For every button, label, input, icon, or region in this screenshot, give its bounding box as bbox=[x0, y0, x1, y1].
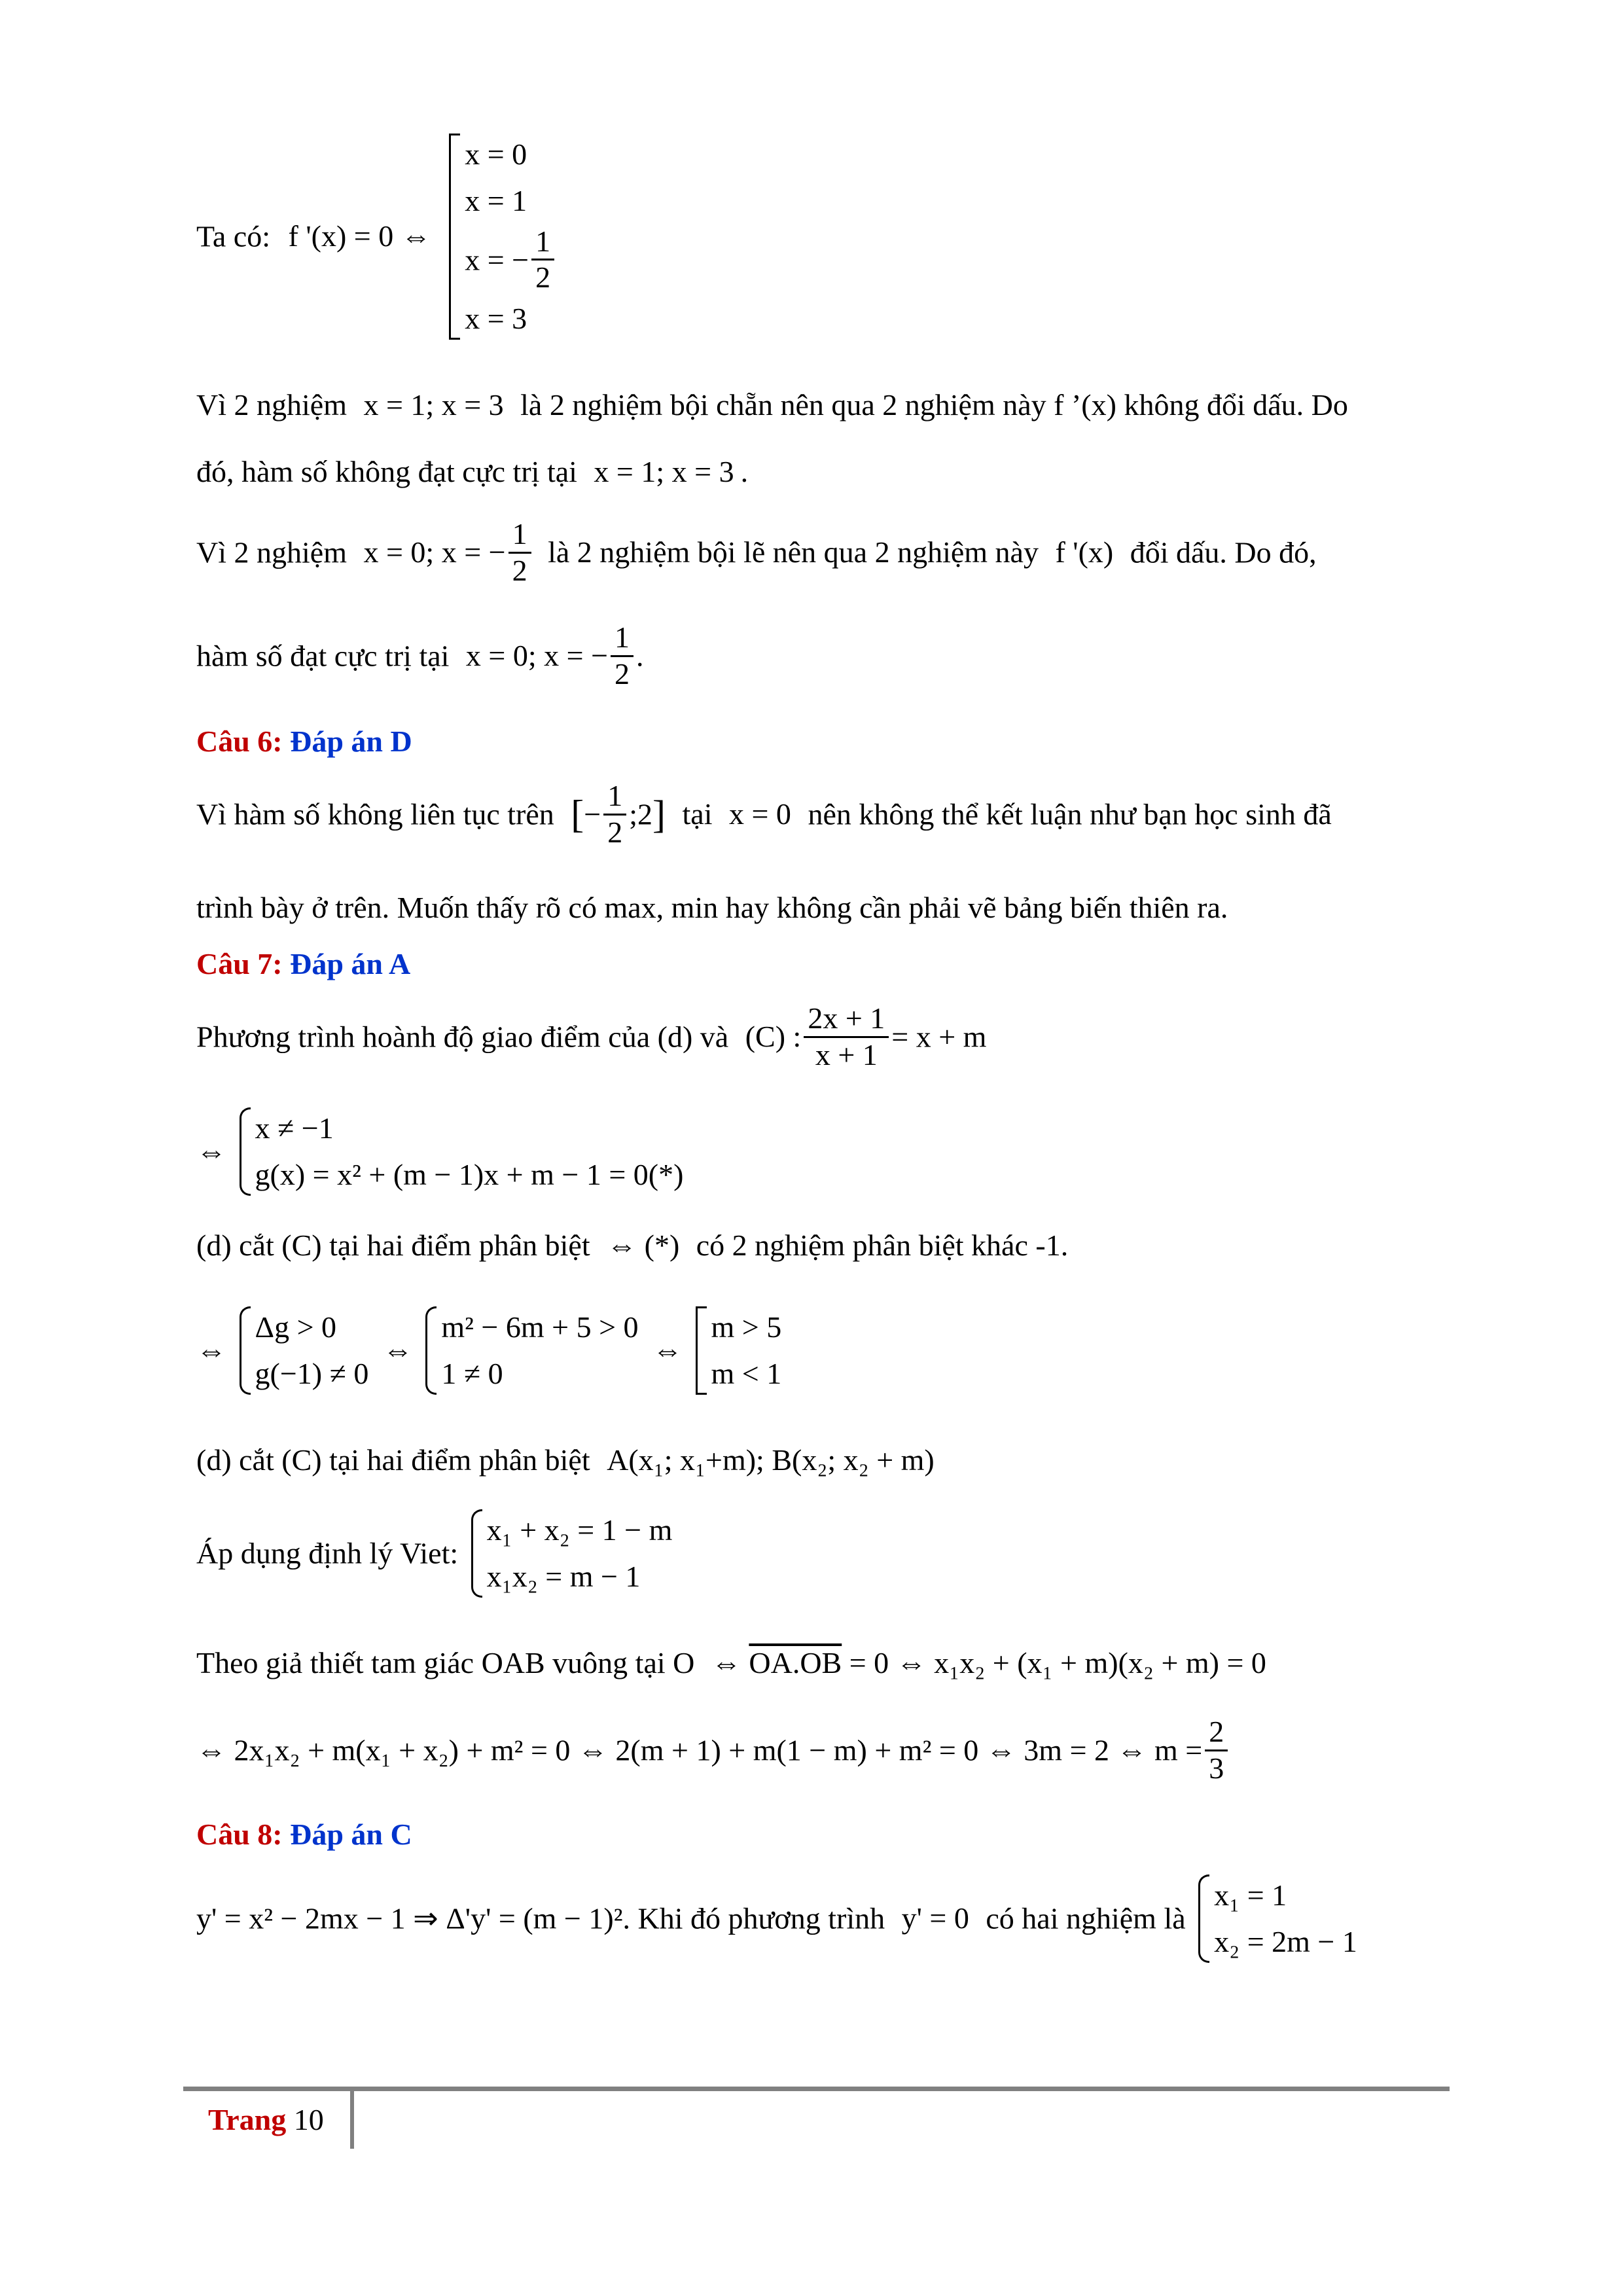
q7-line8: ⇔ 2x₁x₂ + m(x₁ + x₂) + m² = 0 ⇔ 2(m + 1) + m(1 − m) + m² = 0 ⇔ 3m = 2 ⇔ m = $\frac{2}{3}$ bbox=[196, 1715, 1230, 1786]
q6-heading: Câu 6: Đáp án D bbox=[196, 725, 412, 758]
root-1: x = 1 bbox=[465, 184, 527, 218]
page-label: Trang bbox=[208, 2103, 287, 2136]
q8-heading: Câu 8: Đáp án C bbox=[196, 1818, 412, 1851]
q6-line1: Vì hàm số không liên tục trên [− $\frac{1}{2}$ ;2] tại x = 0 nên không thể kết luận như bạn học sinh đã bbox=[196, 779, 1332, 849]
para2-fraction: $\frac{1}{2}$ bbox=[508, 517, 531, 588]
root-3: x = 3 bbox=[465, 302, 527, 336]
q7-line7: Theo giả thiết tam giác OAB vuông tại O ⇔ OA.OB = 0 ⇔ x₁x₂ + (x₁ + m)(x₂ + m) = 0 bbox=[196, 1646, 1266, 1679]
page-number: 10 bbox=[293, 2103, 324, 2136]
q6-line2: trình bày ở trên. Muốn thấy rõ có max, min hay không cần phải vẽ bảng biến thiên ra. bbox=[196, 891, 1228, 924]
para1-line1: Vì 2 nghiệm x = 1; x = 3 là 2 nghiệm bội chẵn nên qua 2 nghiệm này f ’(x) không đổi dấu. Do bbox=[196, 388, 1348, 422]
q7-heading: Câu 7: Đáp án A bbox=[196, 947, 411, 980]
root-0: x = 0 bbox=[465, 137, 527, 171]
half-fraction: $\frac{1}{2}$ bbox=[531, 224, 554, 296]
para2-fraction-2: $\frac{1}{2}$ bbox=[611, 620, 633, 692]
q7-system2: Δg > 0 g(−1) ≠ 0 bbox=[238, 1304, 369, 1397]
intro-lead: Ta có: bbox=[196, 219, 271, 253]
q7-viet-system: x₁ + x₂ = 1 − m x₁x₂ = m − 1 bbox=[470, 1507, 673, 1600]
q7-line5: (d) cắt (C) tại hai điểm phân biệt A(x₁; x₁+m); B(x₂; x₂ + m) bbox=[196, 1443, 935, 1477]
vector-oa-ob: OA.OB bbox=[749, 1646, 842, 1679]
q7-system1: x ≠ −1 g(x) = x² + (m − 1)x + m − 1 = 0(*) bbox=[238, 1105, 684, 1198]
footer-divider bbox=[350, 2091, 354, 2149]
root-neg-half: x = − $\frac{1}{2}$ bbox=[465, 224, 557, 296]
q7-system4: m > 5 m < 1 bbox=[694, 1304, 782, 1397]
footer-rule bbox=[183, 2087, 1450, 2091]
intro-equation: f '(x) = 0 ⇔ bbox=[288, 219, 431, 253]
q7-system1-line: ⇔ x ≠ −1 g(x) = x² + (m − 1)x + m − 1 = 0(*) bbox=[196, 1105, 683, 1198]
q7-line6: Áp dụng định lý Viet: x₁ + x₂ = 1 − m x₁x₂ = m − 1 bbox=[196, 1507, 672, 1600]
para2-line1: Vì 2 nghiệm x = 0; x = − $\frac{1}{2}$ là 2 nghiệm bội lẽ nên qua 2 nghiệm này f '(x) đổi dấu. Do đó, bbox=[196, 517, 1317, 587]
q7-line3: (d) cắt (C) tại hai điểm phân biệt ⇔ (*) có 2 nghiệm phân biệt khác -1. bbox=[196, 1229, 1069, 1262]
q7-line1: Phương trình hoành độ giao điểm của (d) và (C) : $\frac{2x + 1}{x + 1}$ = x + m bbox=[196, 1001, 987, 1071]
intro-line bbox=[196, 131, 557, 342]
para2-line2: hàm số đạt cực trị tại x = 0; x = − $\frac{1}{2}$ . bbox=[196, 620, 644, 691]
page-footer bbox=[208, 2102, 324, 2137]
q7-result-fraction: $\frac{2}{3}$ bbox=[1205, 1715, 1228, 1786]
q6-fraction: $\frac{1}{2}$ bbox=[603, 779, 626, 850]
roots-system bbox=[448, 131, 557, 342]
q8-roots-system: x₁ = 1 x₂ = 2m − 1 bbox=[1197, 1872, 1357, 1965]
q7-system3: m² − 6m + 5 > 0 1 ≠ 0 bbox=[424, 1304, 638, 1397]
para1-line2: đó, hàm số không đạt cực trị tại x = 1; x = 3 . bbox=[196, 455, 749, 488]
q7-fraction: $\frac{2x + 1}{x + 1}$ bbox=[804, 1001, 889, 1073]
q7-systems-line: ⇔ Δg > 0 g(−1) ≠ 0 ⇔ m² − 6m + 5 > 0 1 ≠ 0 ⇔ m > 5 m < 1 bbox=[196, 1304, 781, 1397]
q8-line1: y' = x² − 2mx − 1 ⇒ Δ'y' = (m − 1)². Khi đó phương trình y' = 0 có hai nghiệm là x₁ = 1 x₂ = 2m − 1 bbox=[196, 1872, 1357, 1965]
